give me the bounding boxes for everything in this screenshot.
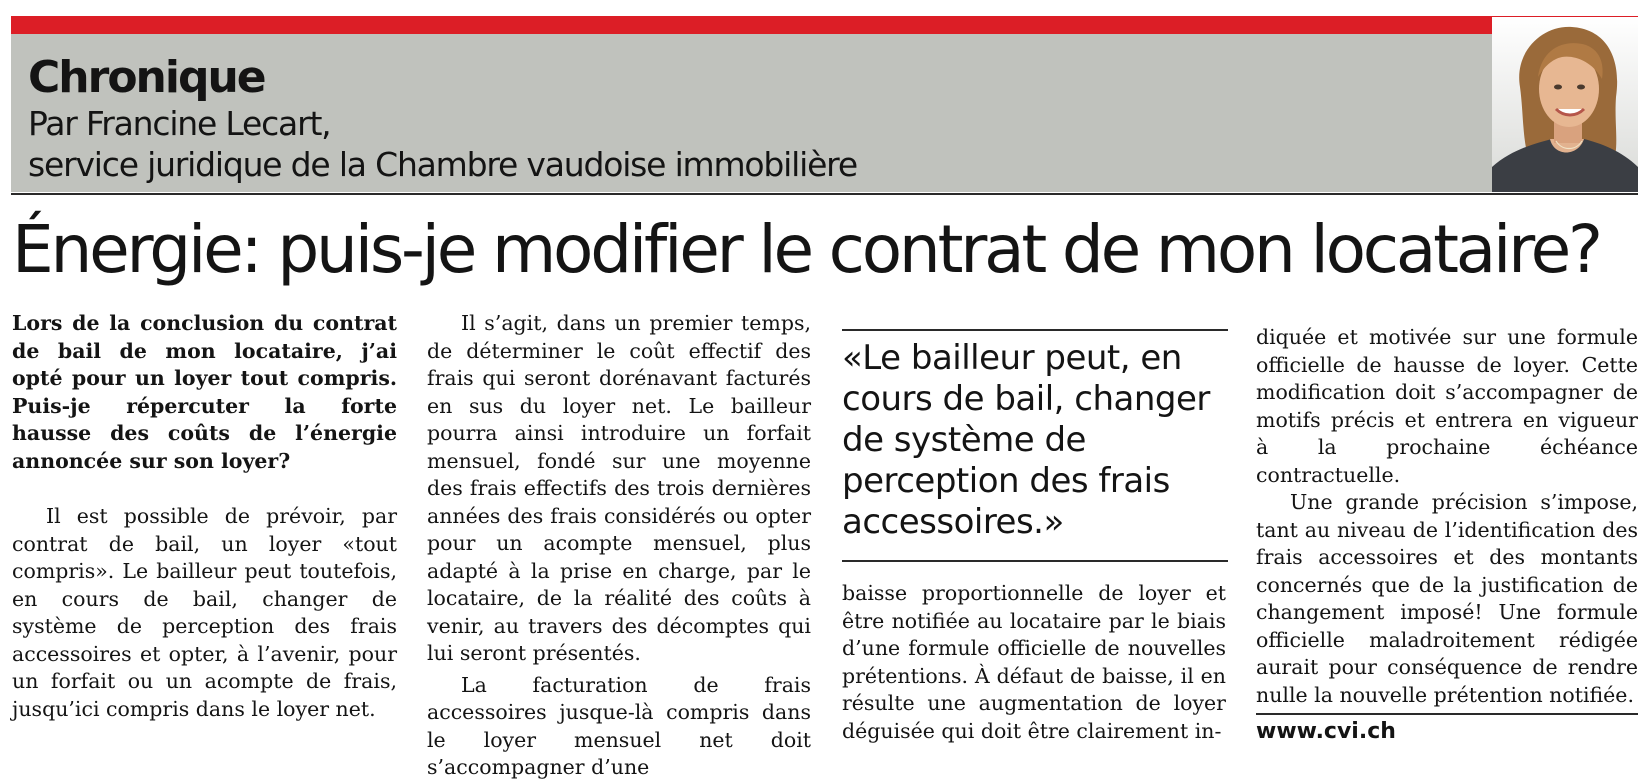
article-column-3 <box>842 580 1226 745</box>
section-kicker: Chronique <box>28 52 265 103</box>
header-bottom-rule <box>11 193 1638 195</box>
author-affiliation: service juridique de la Chambre vaudoise immobilière <box>28 145 857 184</box>
pull-quote-bottom-rule <box>842 560 1228 562</box>
header-red-bar <box>11 16 1638 34</box>
body-paragraph: Une grande précision s’impose, tant au niveau de l’identification des frais accessoires et des montants concernés que de la justification de changement imposé! Une formule officielle maladroitement rédigée aurait pour conséquence de rendre nulle la nouvelle prétention notifiée. <box>1256 490 1638 707</box>
lead-paragraph: Lors de la conclusion du contrat de bail de mon locataire, j’ai opté pour un loyer tout compris. Puis-je répercuter la forte hausse des coûts de l’énergie annoncée sur son loyer? <box>12 311 397 473</box>
article-column-1 <box>12 310 397 723</box>
article-column-2 <box>427 310 811 782</box>
author-photo <box>1492 17 1638 192</box>
body-paragraph: La facturation de frais accessoires jusque-là compris dans le loyer mensuel net doit s’accompagner d’une <box>427 672 811 779</box>
footer-rule <box>1256 713 1638 715</box>
body-paragraph: diquée et motivée sur une formule officielle de hausse de loyer. Cette modification doit s’accompagner de motifs précis et entrera en vigueur à la prochaine échéance contractuelle. <box>1256 325 1638 487</box>
article-headline: Énergie: puis-je modifier le contrat de mon locataire? <box>12 211 1600 288</box>
article-column-4 <box>1256 324 1638 709</box>
body-paragraph: Il est possible de prévoir, par contrat de bail, un loyer «tout compris». Le bailleur peut toutefois, en cours de bail, changer de système de perception des frais accessoires et opter, à l’avenir, pour un forfait ou un acompte de frais, jusqu’ici compris dans le loyer net. <box>12 504 397 721</box>
website-link[interactable]: www.cvi.ch <box>1256 719 1396 744</box>
author-byline: Par Francine Lecart, <box>28 104 331 143</box>
pull-quote-top-rule <box>842 329 1228 331</box>
body-paragraph: baisse proportionnelle de loyer et être notifiée au locataire par le biais d’une formule officielle de nouvelles prétentions. À défaut de baisse, il en résulte une augmentation de loyer déguisée qui doit être clairement in- <box>842 581 1226 743</box>
pull-quote: «Le bailleur peut, en cours de bail, changer de système de perception des frais accessoires.» <box>842 338 1210 542</box>
body-paragraph: Il s’agit, dans un premier temps, de déterminer le coût effectif des frais qui seront dorénavant facturés en sus du loyer net. Le bailleur pourra ainsi introduire un forfait mensuel, fondé sur une moyenne des frais effectifs des trois dernières années des frais considérés ou opter pour un acompte mensuel, plus adapté à la prise en charge, par le locataire, de la réalité des coûts à venir, au travers des décomptes qui lui seront présentés. <box>427 311 811 665</box>
